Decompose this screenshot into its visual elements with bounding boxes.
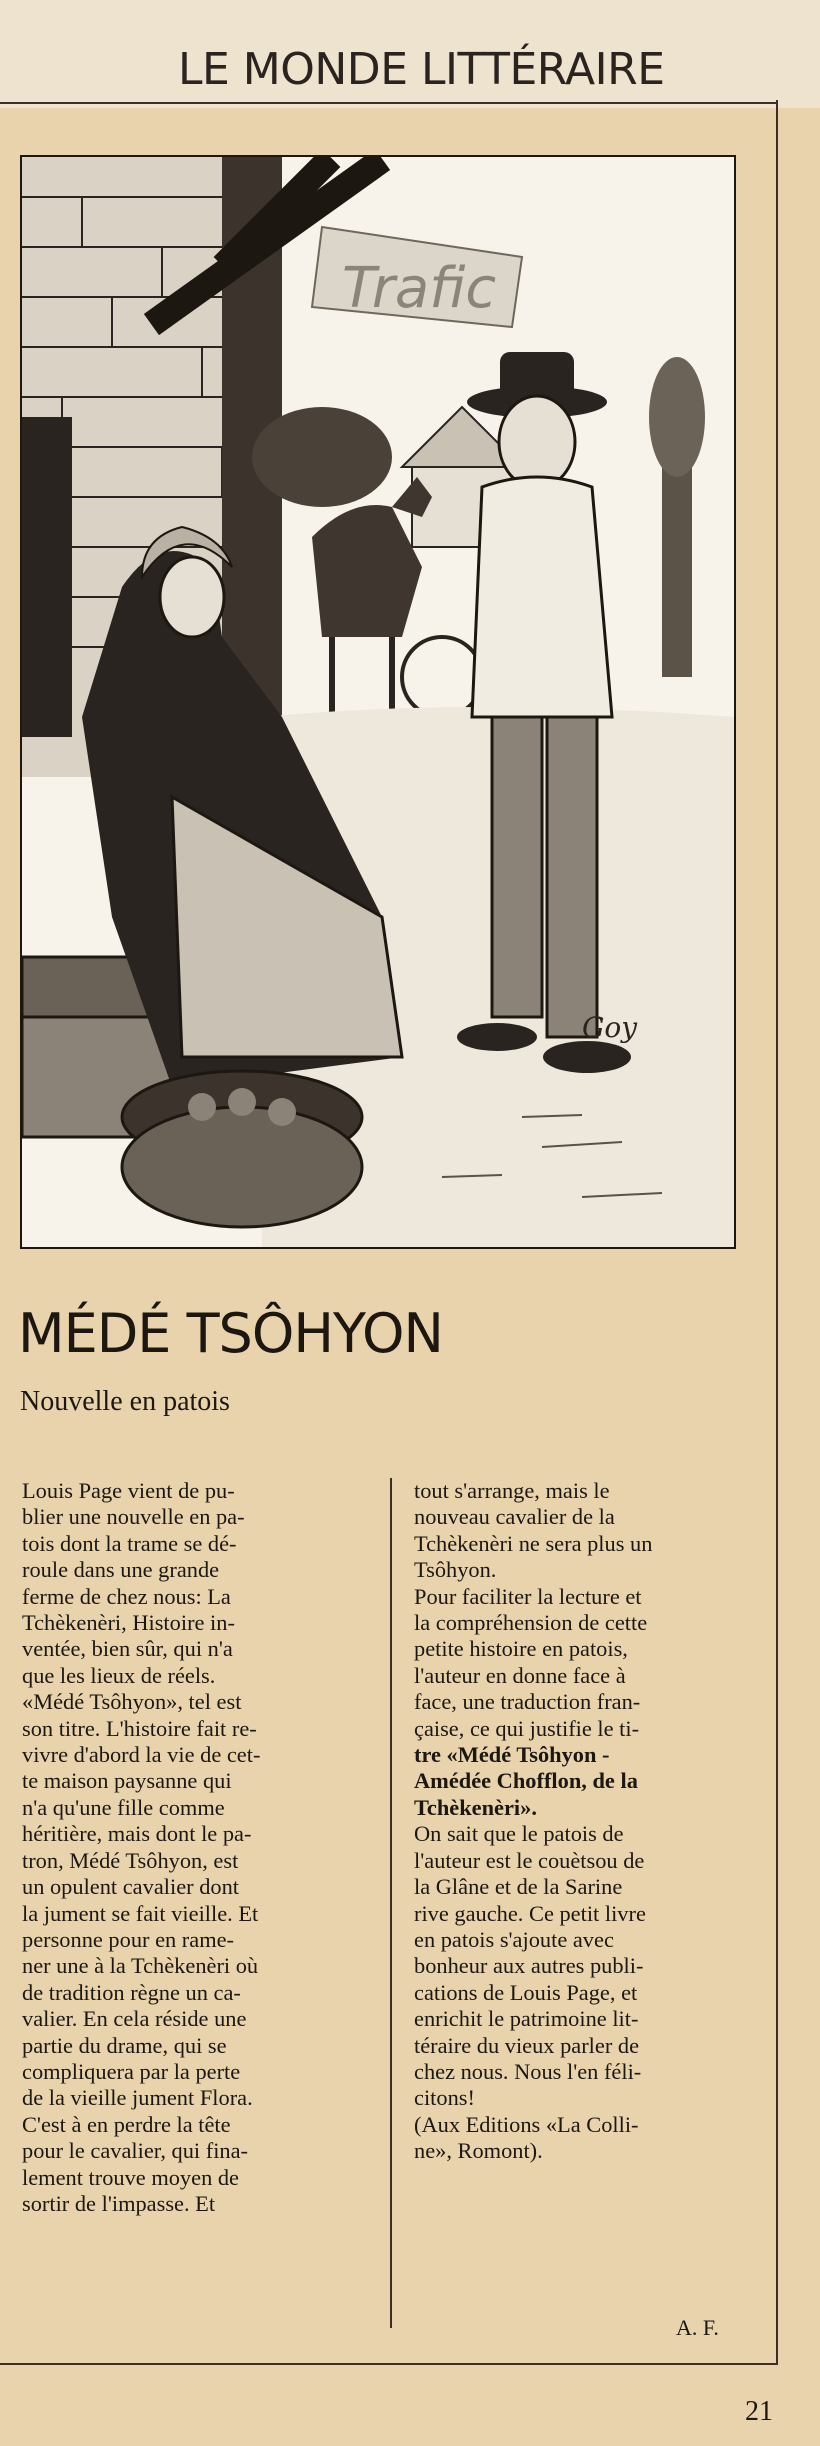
page-number: 21 <box>745 2396 773 2427</box>
text-line: n'a qu'une fille comme <box>22 1794 225 1820</box>
text-line: blier une nouvelle en pa- <box>22 1504 245 1530</box>
text-line: enrichit le patrimoine lit- <box>414 2006 639 2032</box>
artist-signature: Goy <box>582 1011 638 1044</box>
text-line: ner une à la Tchèkenèri où <box>22 1953 259 1979</box>
article-illustration <box>20 155 736 1249</box>
text-line: la jument se fait vieille. Et <box>22 1900 259 1926</box>
text-line: bonheur aux autres publi- <box>414 1953 644 1979</box>
text-line: Amédée Chofflon, de la <box>414 1768 638 1794</box>
text-line: compliquera par la perte <box>22 2058 241 2084</box>
text-line: pour le cavalier, qui fina- <box>22 2138 249 2164</box>
article-column-left <box>22 1478 378 2217</box>
potato-basket <box>122 1071 362 1227</box>
text-line: de la vieille jument Flora. <box>22 2085 253 2111</box>
text-line: ferme de chez nous: La <box>22 1583 231 1609</box>
text-line: sortir de l'impasse. Et <box>22 2190 216 2216</box>
text-line: valier. En cela réside une <box>22 2006 247 2032</box>
text-line: un opulent cavalier dont <box>22 1874 239 1900</box>
article-title: MÉDÉ TSÔHYON <box>18 1302 443 1365</box>
text-line: nouveau cavalier de la <box>414 1504 615 1530</box>
text-line: rive gauche. Ce petit livre <box>414 1900 646 1926</box>
svg-text:Trafic: Trafic <box>342 256 497 321</box>
text-line: partie du drame, qui se <box>22 2032 227 2058</box>
text-line: (Aux Editions «La Colli- <box>414 2111 639 2137</box>
text-line: roule dans une grande <box>22 1557 220 1583</box>
text-line: la Glâne et de la Sarine <box>414 1874 623 1900</box>
text-line: Pour faciliter la lecture et <box>414 1583 642 1609</box>
text-line: lement trouve moyen de <box>22 2164 239 2190</box>
section-title: LE MONDE LITTÉRAIRE <box>178 44 665 95</box>
text-line: héritière, mais dont le pa- <box>22 1821 252 1847</box>
text-line: face, une traduction fran- <box>414 1689 641 1715</box>
text-line: son titre. L'histoire fait re- <box>22 1715 257 1741</box>
text-line: tois dont la trame se dé- <box>22 1530 237 1556</box>
text-line: personne pour en rame- <box>22 1926 235 1952</box>
text-line: de tradition règne un ca- <box>22 1979 241 2005</box>
text-line: en patois s'ajoute avec <box>414 1926 614 1952</box>
text-line: te maison paysanne qui <box>22 1768 232 1794</box>
text-line: l'auteur en donne face à <box>414 1662 626 1688</box>
frame-rule-bottom <box>0 2363 778 2365</box>
text-line: petite histoire en patois, <box>414 1636 628 1662</box>
text-line: chez nous. Nous l'en féli- <box>414 2058 642 2084</box>
text-line: tre «Médé Tsôhyon - <box>414 1742 610 1768</box>
article-column-right <box>414 1478 752 2165</box>
text-line: tout s'arrange, mais le <box>414 1478 610 1503</box>
text-line: Tchèkenèri ne sera plus un <box>414 1530 653 1556</box>
text-line: «Médé Tsôhyon», tel est <box>22 1689 242 1715</box>
article-subtitle: Nouvelle en patois <box>20 1386 230 1417</box>
frame-rule-top <box>0 102 778 104</box>
text-line: l'auteur est le couètsou de <box>414 1847 645 1873</box>
text-line: Tchèkenèri, Histoire in- <box>22 1610 235 1636</box>
text-line: On sait que le patois de <box>414 1821 624 1847</box>
frame-rule-right <box>776 100 778 2365</box>
text-line: cations de Louis Page, et <box>414 1979 638 2005</box>
text-line: téraire du vieux parler de <box>414 2032 640 2058</box>
text-line: Louis Page vient de pu- <box>22 1478 235 1503</box>
text-line: la compréhension de cette <box>414 1610 648 1636</box>
text-line: citons! <box>414 2085 475 2111</box>
text-line: ne», Romont). <box>414 2138 543 2164</box>
text-line: tron, Médé Tsôhyon, est <box>22 1847 239 1873</box>
text-line: ventée, bien sûr, qui n'a <box>22 1636 233 1662</box>
text-line: çaise, ce qui justifie le ti- <box>414 1715 640 1741</box>
text-line: vivre d'abord la vie de cet- <box>22 1742 261 1768</box>
text-line: que les lieux de réels. <box>22 1662 216 1688</box>
author-signature: A. F. <box>676 2315 719 2340</box>
text-line: C'est à en perdre la tête <box>22 2111 231 2137</box>
text-line: Tsôhyon. <box>414 1557 497 1583</box>
text-line: Tchèkenèri». <box>414 1794 537 1820</box>
column-divider <box>390 1478 392 2328</box>
